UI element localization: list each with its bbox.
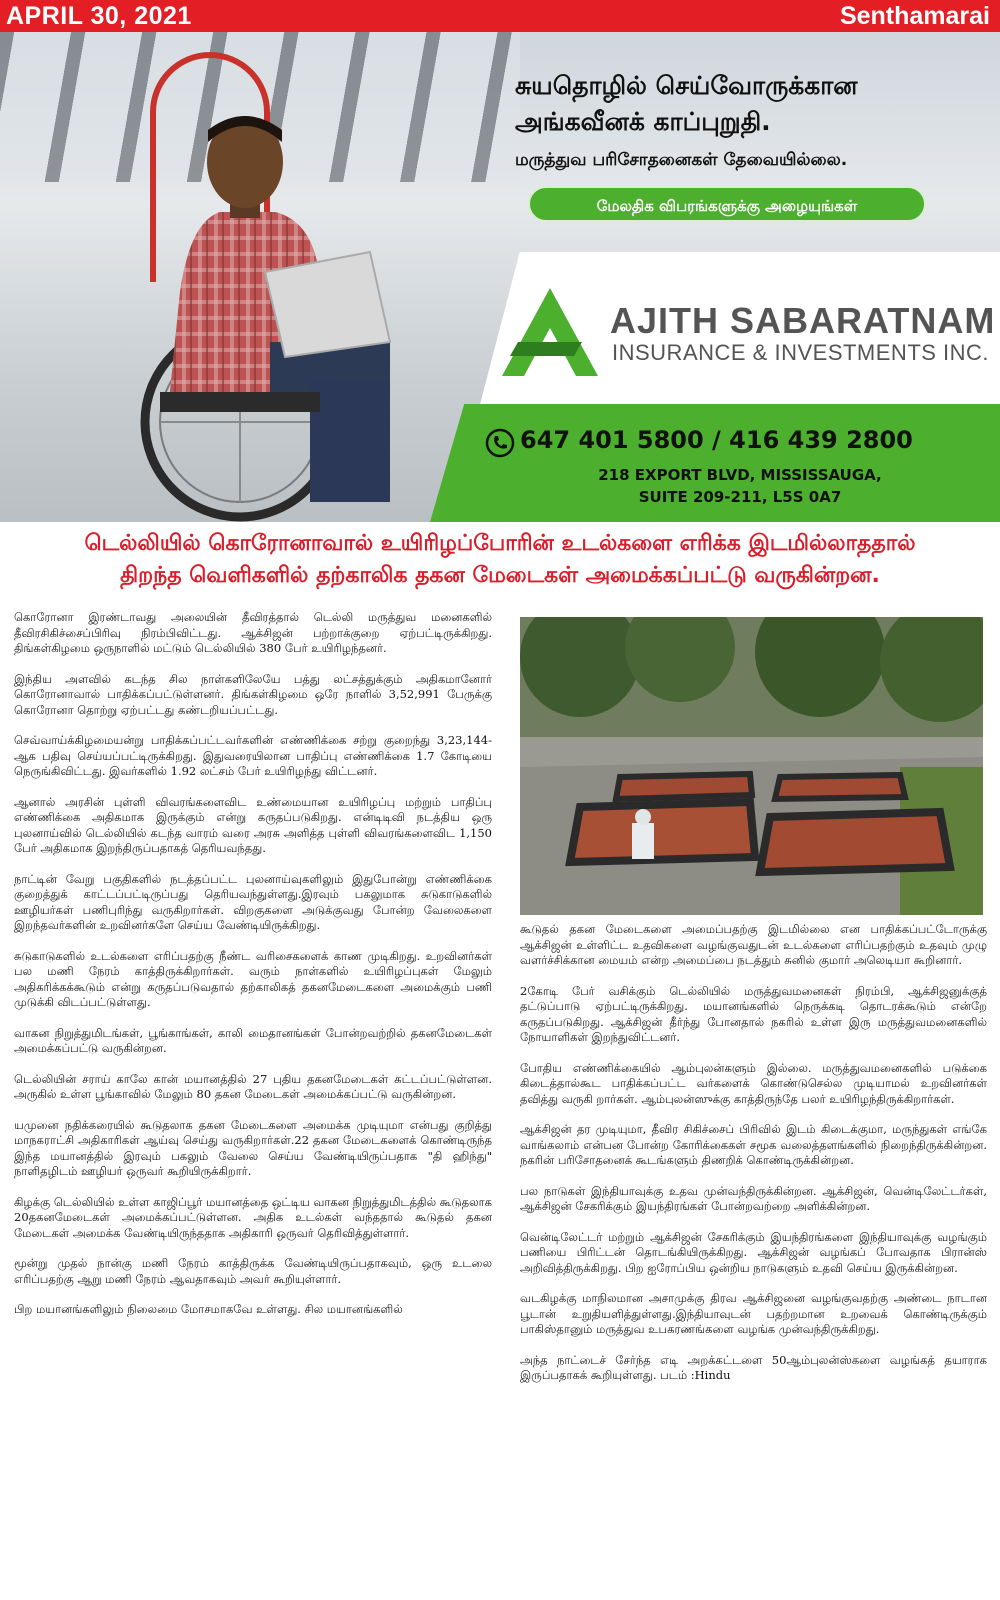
- article-paragraph: பல நாடுகள் இந்தியாவுக்கு உதவ முன்வந்திருக்கின்றன. ஆக்சிஜன், வென்டிலேட்டர்கள், ஆக்சிஜன் சேகரிக்கும் இயந்திரங்கள் போன்றவற்றை அளிக்கின்றன.: [520, 1183, 987, 1213]
- article-paragraph: கொரோனா இரண்டாவது அலையின் தீவிரத்தால் டெல்லி மருத்துவ மனைகளில் தீவிரசிகிச்சைப்பிரிவு நிரம்பிவிட்டது. ஆக்சிஜன் பற்றாக்குறை ஏற்பட்டிருக்கிறது. திங்கள்கிழமை ஒருநாளில் மட்டும் டெல்லியில் 380 பேர் உயிரிழந்தனர்.: [14, 610, 492, 655]
- cremation-platforms-photo: [520, 617, 983, 915]
- call-for-details-button[interactable]: மேலதிக விபரங்களுக்கு அழையுங்கள்: [528, 186, 926, 222]
- headline-line-1: டெல்லியில் கொரோனாவால் உயிரிழப்போரின் உடல்களை எரிக்க இடமில்லாததால்: [84, 531, 916, 556]
- publication-name: Senthamarai: [839, 2, 990, 30]
- article-paragraph: அந்த நாட்டைச் சேர்ந்த எடி அறக்கட்டளை 50ஆம்புலன்ஸ்களை வழங்கத் தயாராக இருப்பதாகக் கூறியுள்ளது. படம் :Hindu: [520, 1352, 987, 1382]
- article-paragraph: வடகிழக்கு மாநிலமான அசாமுக்கு திரவ ஆக்சிஜனை வழங்குவதற்கு அண்டை நாடான பூடான் உறுதியளித்துள்ளது.இந்தியாவுடன் பதற்றமான உறவைக் கொண்டிருக்கும் பாகிஸ்தானும் மருத்துவ உபகரணங்களை வழங்க முன்வந்திருக்கிறது.: [520, 1291, 987, 1336]
- article-paragraph: 2கோடி பேர் வசிக்கும் டெல்லியில் மருத்துவமனைகள் நிரம்பி, ஆக்சிஜனுக்குத் தட்டுப்பாடு ஏற்பட்டிருக்கிறது. மயானங்களில் நெருக்கடி தொடரக்கூடும் என்றே கருதப்படுகிறது. ஆக்சிஜன் தீர்ந்து போனதால் நகரில் உள்ள இரு மருத்துவமனைகளில் நோயாளிகள் இறந்துவிட்டனர்.: [520, 983, 987, 1044]
- phone-icon: [485, 428, 515, 458]
- company-name: AJITH SABARATNAM: [610, 300, 996, 341]
- article-right-column: [520, 922, 987, 1399]
- article-paragraph: வாகன நிறுத்துமிடங்கள், பூங்காங்கள், காலி மைதானங்கள் போன்றவற்றில் தகனமேடைகள் அமைக்கப்பட்டு வருகின்றன.: [14, 1025, 492, 1055]
- insurance-advertisement[interactable]: [0, 32, 1000, 522]
- masthead-bar: [0, 0, 1000, 32]
- article-paragraph: செவ்வாய்க்கிழமையன்று பாதிக்கப்பட்டவர்களின் எண்ணிக்கை சற்று குறைந்து 3,23,144-ஆக பதிவு செய்யப்பட்டிருக்கிறது. இதுவரையிலான பாதிப்பு எண்ணிக்கை 1.7 கோடியை நெருங்கிவிட்டது. இவர்களில் 1.92 லட்சம் பேர் உயிரிழந்து விட்டனர்.: [14, 733, 492, 778]
- issue-date: APRIL 30, 2021: [6, 2, 192, 30]
- article-paragraph: போதிய எண்ணிக்கையில் ஆம்புலன்களும் இல்லை. மருத்துவமனைகளில் படுக்கை கிடைத்தால்கூட பாதிக்கப்பட்ட வர்களைக் கொண்டுசெல்ல முடியாமல் உறவினர்கள் தவித்து வருகி றார்கள். ஆம்புலன்ஸுக்கு காத்திருந்தே பலர் உயிரிழந்திருக்கிறார்கள்.: [520, 1060, 987, 1106]
- article-paragraph: வென்டிலேட்டர் மற்றும் ஆக்சிஜன் சேகரிக்கும் இயந்திரங்களை இந்தியாவுக்கு வழங்கும் பணியை பிரிட்டன் தொடங்கியிருக்கிறது. ஆக்சிஜன் வழங்கப் போவதாக பிரான்ஸ் அறிவித்திருக்கிறது. பிற ஐரோப்பிய ஒன்றிய நாடுகளும் உதவி செய்ய இருக்கின்றன.: [520, 1229, 987, 1275]
- article-paragraph: இந்திய அளவில் கடந்த சில நாள்களிலேயே பத்து லட்சத்துக்கும் அதிகமானோர் கொரோனாவால் பாதிக்கப்பட்டுள்ளனர். திங்கள்கிழமை ஒரே நாளில் 3,52,991 பேருக்கு கொரோனா தொற்று ஏற்பட்டது கண்டறியப்பட்டது.: [14, 671, 492, 717]
- article-paragraph: நாட்டின் வேறு பகுதிகளில் நடத்தப்பட்ட புலனாய்வுகளிலும் இதுபோன்று எண்ணிக்கை குறைத்துக் காட்டப்பட்டிருப்பது தெரியவந்துள்ளது.இரவும் பகலுமாக சுடுகாடுகளில் ஊழியர்கள் பணிபுரிந்து வருகிறார்கள். விறகுகளை அடுக்குவது போன்ற வேலைகளை இறந்தவர்களின் உறவினர்களே செய்ய வேண்டியிருக்கிறது.: [14, 871, 492, 932]
- article-headline: [0, 528, 1000, 592]
- article-paragraph: டெல்லியின் சராய் காலே கான் மயானத்தில் 27 புதிய தகனமேடைகள் கட்டப்பட்டுள்ளன. அருகில் உள்ள பூங்காவில் மேலும் 80 தகன மேடைகள் அமைக்கப்பட்டு வருகின்றன.: [14, 1071, 492, 1101]
- address-line-1: 218 EXPORT BLVD, MISSISSAUGA,: [598, 466, 882, 484]
- article-paragraph: ஆனால் அரசின் புள்ளி விவரங்களைவிட உண்மையான உயிரிழப்பு மற்றும் பாதிப்பு எண்ணிக்கை அதிகமாக இருக்கும் என்று கருதப்படுகிறது. என்டிடிவி நடத்திய ஒரு புலனாய்வில் டெல்லியில் கடந்த வாரம் வரை அரசு அளித்த புள்ளி விவரங்களைவிட 1,150 பேர் அதிகமாக இறந்திருப்பதாகத் தெரியவந்தது.: [14, 794, 492, 855]
- article-paragraph: கூடுதல் தகன மேடைகளை அமைப்பதற்கு இடமில்லை என பாதிக்கப்பட்டோருக்கு ஆக்சிஜன் உள்ளிட்ட உதவிகளை வழங்குவதுடன் உடல்களை எரிப்பதற்கும் உதவும் முழு வளர்ச்சிக்கான மையம் என்ற அமைப்பை நடத்தும் சுனில் குமார் அலெடியா கூறினார்.: [520, 922, 987, 967]
- article-paragraph: கிழக்கு டெல்லியில் உள்ள காஜிப்பூர் மயானத்தை ஒட்டிய வாகன நிறுத்துமிடத்தில் கூடுதலாக 20தகனமேடைகள் அமைக்கப்பட்டுள்ளன. அதிக உடல்கள் வந்ததால் கூடுதல் தகன மேடைகள் அமைக்க வேண்டியிருந்ததாக அதிகாரி ஒருவர் தெரிவித்துள்ளார்.: [14, 1194, 492, 1240]
- ad-subheadline: மருத்துவ பரிசோதனைகள் தேவையில்லை.: [515, 150, 848, 170]
- article-paragraph: யமுனை நதிக்கரையில் கூடுதலாக தகன மேடைகளை அமைக்க முடியுமா என்பது குறித்து மாநகராட்சி அதிகாரிகள் ஆய்வு செய்து வருகிறார்கள்.22 தகன மேடைகளைக் கொண்டிருந்த இந்த மயானத்தில் இரவும் பகலும் வேலை செய்ய வேண்டியிருப்பதாக "தி ஹிந்து" நாளிதழிடம் ஊழியர் ஒருவர் கூறியிருக்கிறார்.: [14, 1117, 492, 1178]
- article-paragraph: ஆக்சிஜன் தர முடியுமா, தீவிர சிகிச்சைப் பிரிவில் இடம் கிடைக்குமா, மருந்துகள் எங்கே வாங்கலாம் என்பன போன்ற கோரிக்கைகள் சமூக வலைத்தளங்களில் நிறைந்திருக்கின்றன. நகரின் பரிசோதனைக் கூடங்களும் திணறிக் கொண்டிருக்கின்றன.: [520, 1122, 987, 1167]
- phone-numbers[interactable]: 647 401 5800 / 416 439 2800: [520, 426, 913, 454]
- address-line-2: SUITE 209-211, L5S 0A7: [638, 488, 842, 506]
- man-in-wheelchair-image: [70, 92, 430, 522]
- article-left-column: [14, 610, 492, 1333]
- article-paragraph: மூன்று முதல் நான்கு மணி நேரம் காத்திருக்க வேண்டியிருப்பதாகவும், ஒரு உடலை எரிப்பதற்கு ஆறு மணி நேரம் ஆவதாகவும் அவர் கூறியுள்ளார்.: [14, 1256, 492, 1286]
- company-subtitle: INSURANCE & INVESTMENTS INC.: [612, 340, 990, 365]
- address: [560, 464, 920, 508]
- article-paragraph: சுடுகாடுகளில் உடல்களை எரிப்பதற்கு நீண்ட வரிசைகளைக் காண முடிகிறது. உறவினர்கள் பல மணி நேரம் காத்திருக்கிறார்கள். வரும் நாள்களில் உயிரிழப்புகள் மேலும் அதிகரிக்கக்கூடும் என்று கருதப்படுவதால் தற்காலிகத் தகனமேடைகளை அமைக்கும் பணி முடுக்கி விடப்பட்டுள்ளது.: [14, 948, 492, 1009]
- logo-mark: [498, 284, 602, 380]
- ad-headline: சுயதொழில் செய்வோருக்கான அங்கவீனக் காப்புறுதி.: [515, 71, 858, 136]
- article-paragraph: பிற மயானங்களிலும் நிலைமை மோசமாகவே உள்ளது. சில மயானங்களில்: [14, 1302, 403, 1316]
- headline-line-2: திறந்த வெளிகளில் தற்காலிக தகன மேடைகள் அமைக்கப்பட்டு வருகின்றன.: [120, 563, 880, 588]
